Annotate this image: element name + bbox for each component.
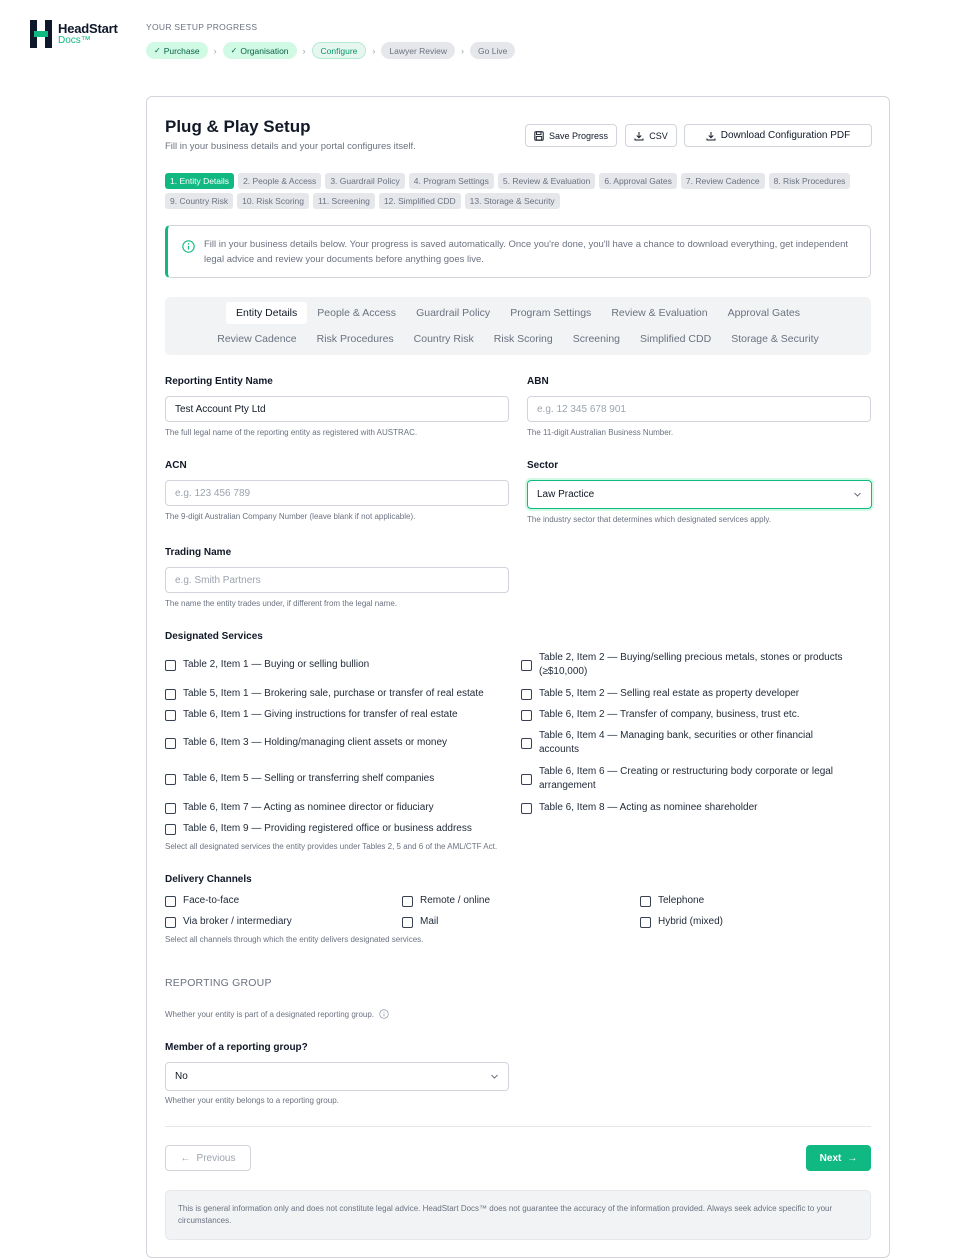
checkbox[interactable] xyxy=(165,738,176,749)
checkbox[interactable] xyxy=(165,803,176,814)
checkbox[interactable] xyxy=(521,803,532,814)
section-tabs xyxy=(165,297,871,355)
channel-checkbox[interactable]: Mail xyxy=(402,915,438,929)
chevron-right-icon: › xyxy=(461,45,465,56)
tab-program-settings[interactable]: Program Settings xyxy=(510,307,592,319)
checkbox[interactable] xyxy=(402,917,413,928)
entity-name-input[interactable]: Test Account Pty Ltd xyxy=(165,396,509,422)
info-text: Fill in your business details below. Your progress is saved automatically. Once you're done, you'll have a chance to download everything, get independent legal advice and review your documents before anything goes live. xyxy=(204,239,849,265)
step-pill-10[interactable]: 10. Risk Scoring xyxy=(237,193,309,209)
reporting-group-label: Member of a reporting group? xyxy=(165,1042,308,1053)
sector-select[interactable] xyxy=(527,480,872,509)
chevron-down-icon xyxy=(490,1072,499,1081)
step-pill-13[interactable]: 13. Storage & Security xyxy=(465,193,560,209)
channel-checkbox[interactable]: Face-to-face xyxy=(165,894,239,908)
chevron-right-icon: › xyxy=(372,45,376,56)
sector-label: Sector xyxy=(527,460,559,471)
check-icon: ✓ xyxy=(230,46,238,55)
previous-button[interactable]: ← Previous xyxy=(165,1145,251,1171)
chevron-right-icon: › xyxy=(302,45,306,56)
save-progress-button[interactable]: Save Progress xyxy=(525,124,617,147)
service-checkbox[interactable]: Table 6, Item 4 — Managing bank, securities or other financial accounts xyxy=(521,729,841,757)
service-checkbox[interactable]: Table 6, Item 2 — Transfer of company, business, trust etc. xyxy=(521,708,861,722)
abn-label: ABN xyxy=(527,376,549,387)
setup-progress xyxy=(146,42,515,59)
progress-step-organisation: ✓ Organisation xyxy=(223,42,297,59)
progress-step-configure: Configure xyxy=(312,42,367,59)
disclaimer: This is general information only and does not constitute legal advice. HeadStart Docs™ does not guarantee the accuracy of the information provided. Always seek advice specific to your circumstances. xyxy=(165,1190,871,1240)
service-checkbox[interactable]: Table 2, Item 2 — Buying/selling precious metals, stones or products (≥$10,000) xyxy=(521,651,861,679)
step-pill-7[interactable]: 7. Review Cadence xyxy=(681,173,765,189)
step-pill-4[interactable]: 4. Program Settings xyxy=(409,173,494,189)
step-pill-11[interactable]: 11. Screening xyxy=(313,193,375,209)
trading-name-input[interactable]: e.g. Smith Partners xyxy=(165,567,509,593)
reporting-group-title: REPORTING GROUP xyxy=(165,977,272,989)
checkbox[interactable] xyxy=(521,774,532,785)
download-pdf-button[interactable]: Download Configuration PDF xyxy=(684,124,872,147)
service-checkbox[interactable]: Table 6, Item 7 — Acting as nominee director or fiduciary xyxy=(165,801,505,815)
step-pill-3[interactable]: 3. Guardrail Policy xyxy=(325,173,404,189)
tab-screening[interactable]: Screening xyxy=(572,333,620,345)
step-pill-1[interactable]: 1. Entity Details xyxy=(165,173,234,189)
checkbox[interactable] xyxy=(402,896,413,907)
reporting-group-desc: Whether your entity is part of a designated reporting group. xyxy=(165,1009,389,1019)
abn-hint: The 11-digit Australian Business Number. xyxy=(527,428,674,437)
tab-approval-gates[interactable]: Approval Gates xyxy=(727,307,800,319)
channel-checkbox[interactable]: Hybrid (mixed) xyxy=(640,915,723,929)
download-icon xyxy=(634,131,644,141)
delivery-channels-hint: Select all channels through which the entity delivers designated services. xyxy=(165,935,424,944)
channel-checkbox[interactable]: Remote / online xyxy=(402,894,490,908)
sector-hint: The industry sector that determines which designated services apply. xyxy=(527,515,771,524)
acn-input[interactable]: e.g. 123 456 789 xyxy=(165,480,509,506)
service-checkbox[interactable]: Table 6, Item 5 — Selling or transferring shelf companies xyxy=(165,772,505,786)
tab-storage-security[interactable]: Storage & Security xyxy=(731,333,819,345)
info-banner xyxy=(165,225,871,278)
checkbox[interactable] xyxy=(521,710,532,721)
service-checkbox[interactable]: Table 6, Item 8 — Acting as nominee shareholder xyxy=(521,801,861,815)
download-icon xyxy=(706,131,716,141)
divider xyxy=(165,1126,871,1127)
step-pill-9[interactable]: 9. Country Risk xyxy=(165,193,233,209)
checkbox[interactable] xyxy=(640,896,651,907)
checkbox[interactable] xyxy=(521,689,532,700)
check-icon: ✓ xyxy=(154,46,161,55)
info-icon[interactable] xyxy=(379,1009,389,1019)
checkbox[interactable] xyxy=(165,774,176,785)
checkbox[interactable] xyxy=(165,824,176,835)
step-pills xyxy=(165,173,865,209)
tab-guardrail-policy[interactable]: Guardrail Policy xyxy=(416,307,491,319)
csv-button[interactable]: CSV xyxy=(625,124,677,147)
checkbox[interactable] xyxy=(165,896,176,907)
save-icon xyxy=(534,131,544,141)
checkbox[interactable] xyxy=(640,917,651,928)
tab-risk-scoring[interactable]: Risk Scoring xyxy=(493,333,553,345)
step-pill-5[interactable]: 5. Review & Evaluation xyxy=(498,173,595,189)
next-button[interactable]: Next → xyxy=(806,1145,871,1171)
designated-services-hint: Select all designated services the entity provides under Tables 2, 5 and 6 of the AML/CTF Act. xyxy=(165,842,498,851)
page-title: Plug & Play Setup xyxy=(165,117,311,136)
progress-step-purchase: ✓ Purchase xyxy=(146,42,208,59)
step-pill-2[interactable]: 2. People & Access xyxy=(238,173,321,189)
service-checkbox[interactable]: Table 6, Item 9 — Providing registered office or business address xyxy=(165,822,525,836)
progress-label: YOUR SETUP PROGRESS xyxy=(146,22,258,32)
setup-card xyxy=(146,96,890,1258)
acn-hint: The 9-digit Australian Company Number (leave blank if not applicable). xyxy=(165,512,416,521)
entity-name-label: Reporting Entity Name xyxy=(165,376,273,387)
abn-input[interactable]: e.g. 12 345 678 901 xyxy=(527,396,871,422)
tab-entity-details[interactable]: Entity Details xyxy=(226,302,307,324)
acn-label: ACN xyxy=(165,460,187,471)
chevron-right-icon: › xyxy=(213,45,217,56)
step-pill-6[interactable]: 6. Approval Gates xyxy=(599,173,677,189)
headstart-logo-icon xyxy=(30,20,54,48)
progress-step-go-live: Go Live xyxy=(470,42,515,59)
service-checkbox[interactable]: Table 2, Item 1 — Buying or selling bullion xyxy=(165,658,505,672)
tab-simplified-cdd[interactable]: Simplified CDD xyxy=(640,333,712,345)
designated-services-label: Designated Services xyxy=(165,631,263,642)
brand-sub: Docs™ xyxy=(58,35,91,46)
service-checkbox[interactable]: Table 6, Item 1 — Giving instructions for transfer of real estate xyxy=(165,708,510,722)
tab-review-cadence[interactable]: Review Cadence xyxy=(217,333,297,345)
channel-checkbox[interactable]: Via broker / intermediary xyxy=(165,915,292,929)
checkbox[interactable] xyxy=(165,660,176,671)
step-pill-8[interactable]: 8. Risk Procedures xyxy=(769,173,851,189)
trading-name-label: Trading Name xyxy=(165,547,232,558)
step-pill-12[interactable]: 12. Simplified CDD xyxy=(379,193,461,209)
chevron-down-icon xyxy=(853,490,862,499)
service-checkbox[interactable]: Table 5, Item 1 — Brokering sale, purchase or transfer of real estate xyxy=(165,687,510,701)
tab-risk-procedures[interactable]: Risk Procedures xyxy=(316,333,394,345)
checkbox[interactable] xyxy=(165,689,176,700)
arrow-right-icon: → xyxy=(847,1152,858,1164)
tab-people-access[interactable]: People & Access xyxy=(317,307,397,319)
info-icon xyxy=(182,240,195,253)
checkbox[interactable] xyxy=(165,710,176,721)
progress-step-lawyer-review: Lawyer Review xyxy=(381,42,455,59)
checkbox[interactable] xyxy=(521,738,532,749)
page-subtitle: Fill in your business details and your portal configures itself. xyxy=(165,141,416,152)
logo xyxy=(30,20,130,50)
tab-country-risk[interactable]: Country Risk xyxy=(413,333,474,345)
checkbox[interactable] xyxy=(521,660,532,671)
delivery-channels-label: Delivery Channels xyxy=(165,874,252,885)
service-checkbox[interactable]: Table 6, Item 6 — Creating or restructuring body corporate or legal arrangement xyxy=(521,765,861,793)
brand-name: HeadStart xyxy=(58,21,118,36)
entity-name-hint: The full legal name of the reporting entity as registered with AUSTRAC. xyxy=(165,428,418,437)
sector-value: Law Practice xyxy=(537,489,595,500)
tab-review-evaluation[interactable]: Review & Evaluation xyxy=(611,307,708,319)
checkbox[interactable] xyxy=(165,917,176,928)
arrow-left-icon: ← xyxy=(180,1152,191,1164)
service-checkbox[interactable]: Table 5, Item 2 — Selling real estate as property developer xyxy=(521,687,861,701)
service-checkbox[interactable]: Table 6, Item 3 — Holding/managing client assets or money xyxy=(165,736,505,750)
channel-checkbox[interactable]: Telephone xyxy=(640,894,704,908)
reporting-group-hint: Whether your entity belongs to a reporting group. xyxy=(165,1096,339,1105)
reporting-group-value: No xyxy=(175,1071,188,1082)
reporting-group-select[interactable] xyxy=(165,1062,509,1091)
trading-name-hint: The name the entity trades under, if different from the legal name. xyxy=(165,599,397,608)
